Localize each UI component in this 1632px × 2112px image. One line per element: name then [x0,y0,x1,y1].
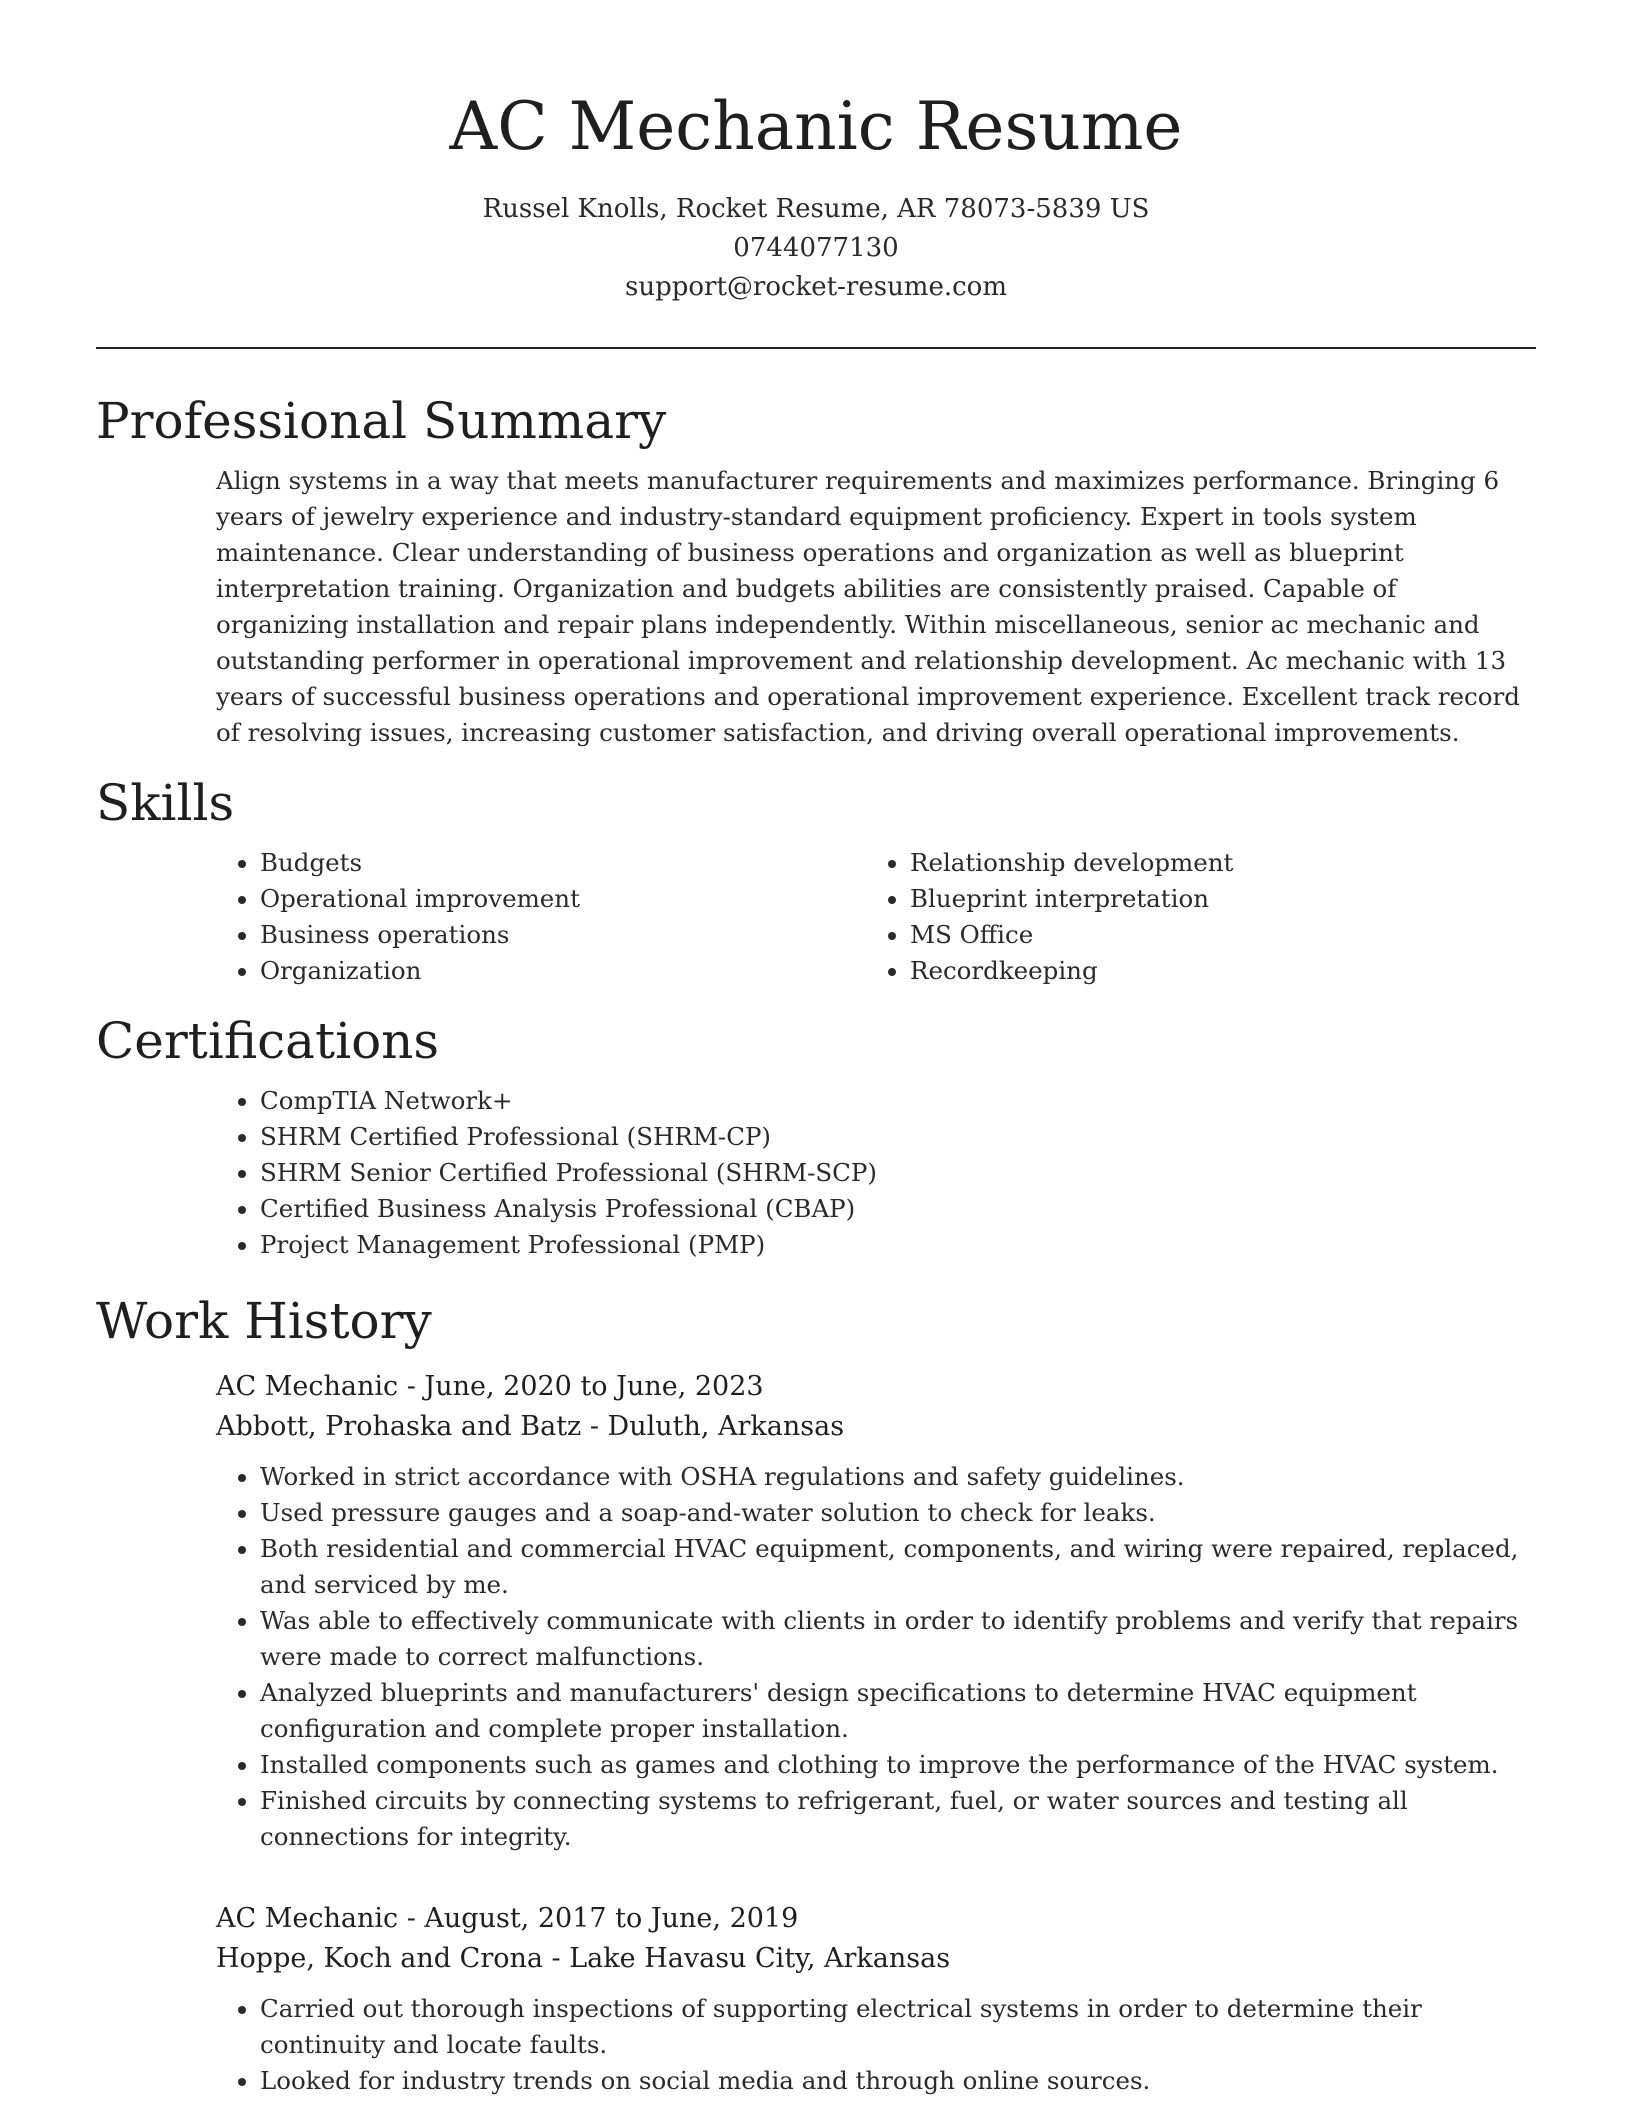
certifications-body [216,1083,1536,1263]
skills-column-right [866,845,1516,989]
job-entry [216,1367,1536,1855]
skill-item: • Business operations [260,917,866,953]
job-bullet: • Was able to effectively communicate with clients in order to identify problems and verify that repairs were made to correct malfunctions. [260,1603,1536,1675]
job-title-line: AC Mechanic - August, 2017 to June, 2019 [216,1903,799,1934]
summary-text: Align systems in a way that meets manufacturer requirements and maximizes performance. Bringing 6 years of jewelry experience and industry-standard equipment proficiency. Expert in tools system maintenance. Clear understanding of business operations and organization as well as blueprint interpretation training. Organization and budgets abilities are consistently praised. Capable of organizing installation and repair plans independently. Within miscellaneous, senior ac mechanic and outstanding performer in operational improvement and relationship development. Ac mechanic with 13 years of successful business operations and operational improvement experience. Excellent track record of resolving issues, increasing customer satisfaction, and driving overall operational improvements. [216,466,1520,747]
contact-address: Russel Knolls, Rocket Resume, AR 78073-5839 US [482,194,1150,224]
job-company-line: Abbott, Prohaska and Batz - Duluth, Arkansas [216,1411,845,1442]
skill-item: • Blueprint interpretation [910,881,1516,917]
skills-heading: Skills [96,774,235,832]
skill-item: • MS Office [910,917,1516,953]
certification-item: • SHRM Senior Certified Professional (SHRM-SCP) [260,1155,1536,1191]
work-history-heading: Work History [96,1292,432,1350]
resume-title: AC Mechanic Resume [449,88,1183,165]
job-bullet: • Worked in strict accordance with OSHA regulations and safety guidelines. [260,1459,1536,1495]
skill-item: • Relationship development [910,845,1516,881]
certification-item: • Certified Business Analysis Professional (CBAP) [260,1191,1536,1227]
skills-column-left [216,845,866,989]
skills-grid [216,845,1536,989]
job-entry [216,1899,1536,2099]
contact-phone: 0744077130 [733,233,899,263]
job-bullet: • Looked for industry trends on social media and through online sources. [260,2063,1536,2099]
certification-item: • CompTIA Network+ [260,1083,1536,1119]
skills-list-left [216,845,866,989]
skill-item: • Recordkeeping [910,953,1516,989]
skill-item: • Budgets [260,845,866,881]
job-bullet: • Analyzed blueprints and manufacturers' design specifications to determine HVAC equipment configuration and complete proper installation. [260,1675,1536,1747]
certifications-list [216,1083,1536,1263]
skill-item: • Organization [260,953,866,989]
header-divider [96,347,1536,349]
certifications-heading: Certifications [96,1012,440,1070]
contact-email: support@rocket-resume.com [624,272,1007,302]
job-bullet: • Both residential and commercial HVAC equipment, components, and wiring were repaired, replaced, and serviced by me. [260,1531,1536,1603]
job-bullet: • Used pressure gauges and a soap-and-water solution to check for leaks. [260,1495,1536,1531]
job-bullets [216,1991,1536,2099]
job-bullets [216,1459,1536,1855]
resume-header [96,0,1536,307]
certification-item: • SHRM Certified Professional (SHRM-CP) [260,1119,1536,1155]
job-bullet: • Finished circuits by connecting systems to refrigerant, fuel, or water sources and testing all connections for integrity. [260,1783,1536,1855]
certification-item: • Project Management Professional (PMP) [260,1227,1536,1263]
job-bullet: • Installed components such as games and clothing to improve the performance of the HVAC system. [260,1747,1536,1783]
summary-heading: Professional Summary [96,392,667,450]
skill-item: • Operational improvement [260,881,866,917]
skills-list-right [866,845,1516,989]
job-title-line: AC Mechanic - June, 2020 to June, 2023 [216,1371,764,1402]
contact-block [96,190,1536,307]
job-bullet: • Carried out thorough inspections of supporting electrical systems in order to determine their continuity and locate faults. [260,1991,1536,2063]
job-company-line: Hoppe, Koch and Crona - Lake Havasu City, Arkansas [216,1943,951,1974]
resume-page [96,0,1536,2099]
